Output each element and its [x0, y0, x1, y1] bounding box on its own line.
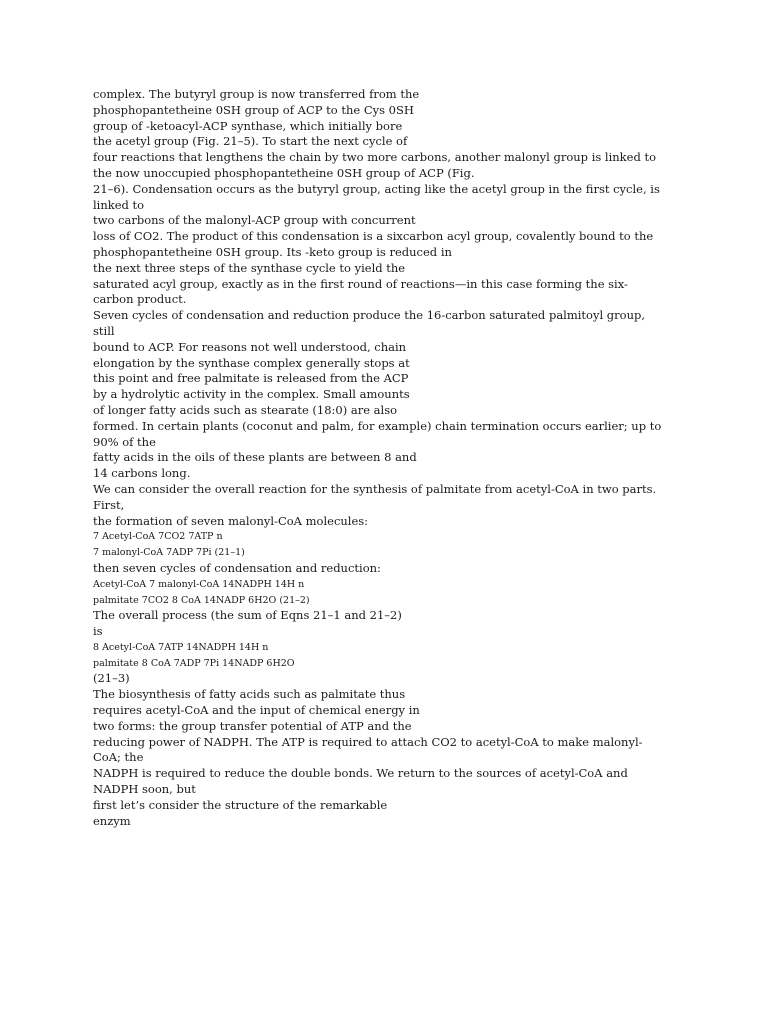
text-line: saturated acyl group, exactly as in the first round of reactions—in this case forming the six- [93, 276, 628, 291]
equation-line: 8 Acetyl-CoA 7ATP 14NADPH 14H n [93, 641, 269, 653]
text-line: linked to [93, 197, 145, 212]
text-line: fatty acids in the oils of these plants are between 8 and [93, 450, 417, 465]
text-line: loss of CO2. The product of this condensation is a sixcarbon acyl group, covalently bound to the [93, 229, 654, 244]
text-line: group of -ketoacyl-ACP synthase, which initially bore [93, 118, 403, 133]
text-line: two carbons of the malonyl-ACP group with concurrent [93, 213, 416, 228]
text-line: formed. In certain plants (coconut and palm, for example) chain termination occurs earlier; up to [93, 418, 662, 433]
equation-line: palmitate 8 CoA 7ADP 7Pi 14NADP 6H2O [93, 657, 295, 669]
text-line: Seven cycles of condensation and reduction produce the 16-carbon saturated palmitoyl group, [93, 308, 646, 323]
text-line: the next three steps of the synthase cycle to yield the [93, 260, 406, 275]
text-line: elongation by the synthase complex generally stops at [93, 355, 410, 370]
text-line: reducing power of NADPH. The ATP is required to attach CO2 to acetyl-CoA to make malonyl- [93, 734, 643, 749]
text-line: NADPH is required to reduce the double bonds. We return to the sources of acetyl-CoA and [93, 766, 628, 781]
text-line: of longer fatty acids such as stearate (18:0) are also [93, 402, 398, 417]
text-line: First, [93, 497, 125, 512]
text-line: phosphopantetheine 0SH group. Its -keto group is reduced in [93, 244, 452, 259]
text-line: 21–6). Condensation occurs as the butyryl group, acting like the acetyl group in the first cycle, is [93, 181, 660, 196]
text-line: 90% of the [93, 434, 156, 449]
text-line: the acetyl group (Fig. 21–5). To start the next cycle of [93, 134, 408, 149]
text-line: the now unoccupied phosphopantetheine 0SH group of ACP (Fig. [93, 165, 475, 180]
text-line: two forms: the group transfer potential of ATP and the [93, 718, 412, 733]
text-line: is [93, 624, 103, 639]
text-line: bound to ACP. For reasons not well understood, chain [93, 339, 407, 354]
text-line: still [93, 323, 115, 338]
text-line: first let’s consider the structure of the remarkable [93, 797, 388, 812]
equation-line: 7 malonyl-CoA 7ADP 7Pi (21–1) [93, 547, 245, 559]
text-line: We can consider the overall reaction for the synthesis of palmitate from acetyl-CoA in two parts. [93, 481, 657, 496]
text-line: NADPH soon, but [93, 782, 196, 797]
text-line: The overall process (the sum of Eqns 21–1 and 21–2) [93, 608, 402, 623]
text-line: by a hydrolytic activity in the complex. Small amounts [93, 387, 410, 402]
text-line: the formation of seven malonyl-CoA molecules: [93, 513, 369, 528]
text-line: then seven cycles of condensation and reduction: [93, 560, 381, 575]
equation-line: Acetyl-CoA 7 malonyl-CoA 14NADPH 14H n [93, 578, 305, 590]
text-line: this point and free palmitate is released from the ACP [93, 371, 409, 386]
text-line: carbon product. [93, 292, 187, 307]
text-line: enzym [93, 813, 131, 828]
equation-line: 7 Acetyl-CoA 7CO2 7ATP n [93, 531, 223, 543]
text-line: requires acetyl-CoA and the input of chemical energy in [93, 703, 420, 718]
text-line: complex. The butyryl group is now transferred from the [93, 87, 420, 101]
text-line: CoA; the [93, 750, 144, 765]
text-line: four reactions that lengthens the chain by two more carbons, another malonyl group is linked to [93, 150, 657, 165]
text-line: (21–3) [93, 671, 130, 686]
equation-line: palmitate 7CO2 8 CoA 14NADP 6H2O (21–2) [93, 594, 310, 606]
body-text [93, 87, 673, 829]
text-line: The biosynthesis of fatty acids such as palmitate thus [93, 687, 406, 702]
text-line: 14 carbons long. [93, 466, 191, 481]
text-line: phosphopantetheine 0SH group of ACP to the Cys 0SH [93, 102, 414, 117]
